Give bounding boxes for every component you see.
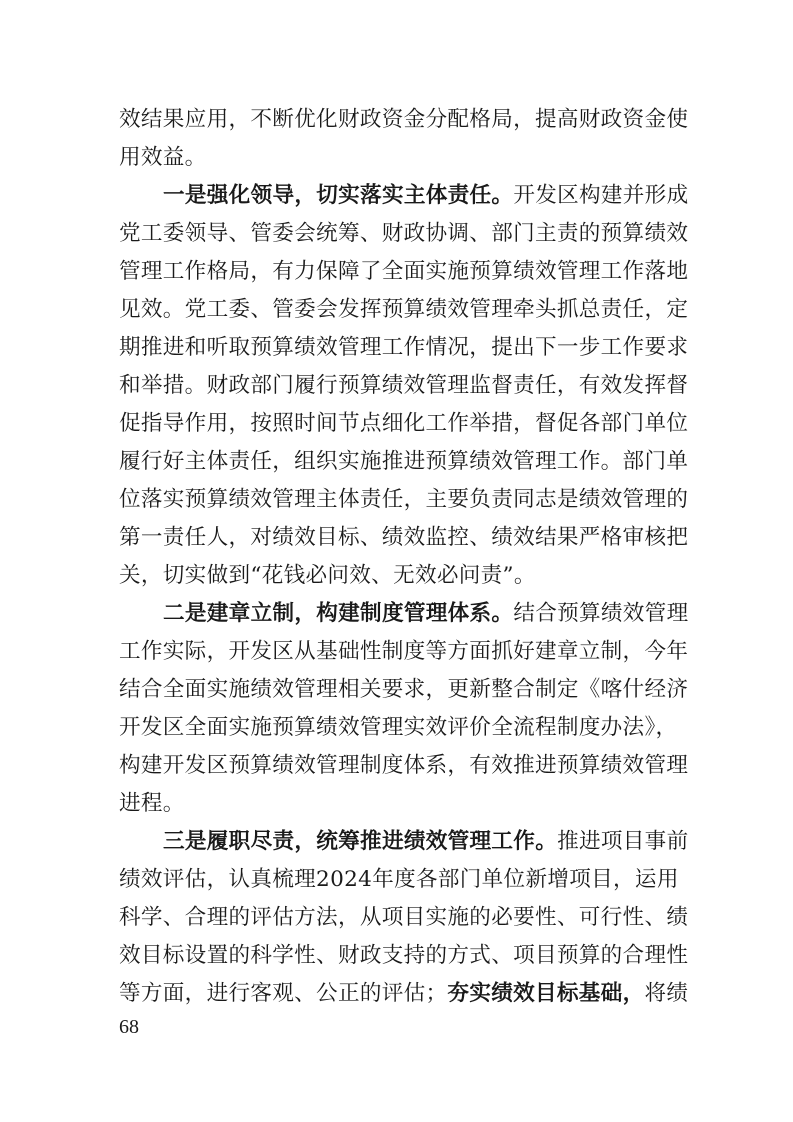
text-line: 绩效评估，认真梳理2024年度各部门单位新增项目，运用: [119, 867, 679, 892]
text-line: 工作实际，开发区从基础性制度等方面抓好建章立制，今年: [119, 639, 689, 664]
text-line: 履行好主体责任，组织实施推进预算绩效管理工作。部门单: [119, 449, 689, 474]
text-line: 开发区全面实施预算绩效管理实效评价全流程制度办法》，: [119, 715, 678, 740]
paragraph-2-first-line: [163, 595, 689, 633]
paragraph-heading: 二是建章立制，构建制度管理体系。: [163, 601, 514, 626]
paragraph-1-first-line: [163, 177, 689, 215]
text-line: 进程。: [119, 791, 185, 816]
text-run: 将绩: [644, 981, 689, 1006]
paragraph-heading: 三是履职尽责，统筹推进绩效管理工作。: [163, 829, 558, 854]
text-line: 期推进和听取预算绩效管理工作情况，提出下一步工作要求: [119, 335, 689, 360]
text-line: 效结果应用，不断优化财政资金分配格局，提高财政资金使: [119, 107, 689, 132]
text-line: 管理工作格局，有力保障了全面实施预算绩效管理工作落地: [119, 259, 689, 284]
text-run: 推进项目事前: [557, 829, 689, 854]
text-line: 构建开发区预算绩效管理制度体系，有效推进预算绩效管理: [119, 753, 689, 778]
text-line: 关，切实做到“花钱必问效、无效必问责”。: [119, 563, 536, 588]
inline-bold-heading: 夯实绩效目标基础，: [447, 981, 645, 1006]
text-run: 结合预算绩效管理: [513, 601, 689, 626]
text-line: 第一责任人，对绩效目标、绩效监控、绩效结果严格审核把: [119, 525, 689, 550]
text-line: 见效。党工委、管委会发挥预算绩效管理牵头抓总责任，定: [119, 297, 689, 322]
text-run: 开发区构建并形成: [513, 183, 689, 208]
text-line: 结合全面实施绩效管理相关要求，更新整合制定《喀什经济: [119, 677, 689, 702]
text-line: [119, 975, 689, 1013]
paragraph-3-first-line: [163, 823, 689, 861]
paragraph-heading: 一是强化领导，切实落实主体责任。: [163, 183, 514, 208]
text-line: 用效益。: [119, 145, 207, 170]
text-line: 位落实预算绩效管理主体责任，主要负责同志是绩效管理的: [119, 487, 689, 512]
text-line: 促指导作用，按照时间节点细化工作举措，督促各部门单位: [119, 411, 689, 436]
text-line: 科学、合理的评估方法，从项目实施的必要性、可行性、绩: [119, 905, 689, 930]
text-line: 党工委领导、管委会统筹、财政协调、部门主责的预算绩效: [119, 221, 689, 246]
text-line: 效目标设置的科学性、财政支持的方式、项目预算的合理性: [119, 943, 689, 968]
page-number: 68: [119, 1016, 139, 1038]
text-line: 和举措。财政部门履行预算绩效管理监督责任，有效发挥督: [119, 373, 689, 398]
text-run: 等方面，进行客观、公正的评估；: [119, 981, 448, 1006]
